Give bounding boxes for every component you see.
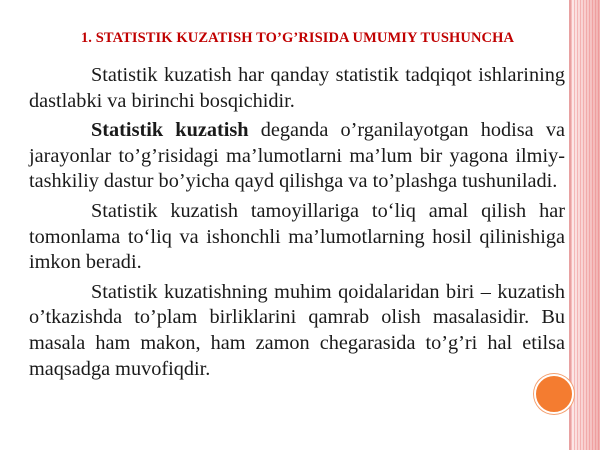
paragraph-1-text: Statistik kuzatish har qanday statistik tadqiqot ishlarining dastlabki va birinchi bosqichidir.	[29, 64, 565, 112]
paragraph-3	[29, 199, 565, 276]
paragraph-1	[29, 63, 565, 114]
paragraph-3-text: Statistik kuzatish tamoyillariga to‘liq amal qilish har tomonlama to‘liq va ishonchli ma’lumotlarning hosil qilinishiga imkon beradi.	[29, 199, 565, 274]
decorative-side-band	[569, 0, 600, 450]
paragraph-2-term: Statistik kuzatish	[91, 119, 249, 142]
slide-title: 1. STATISTIK KUZATISH TO’G’RISIDA UMUMIY TUSHUNCHA	[80, 30, 515, 46]
paragraph-2-text: deganda o’rganilayotgan hodisa va jarayonlar to’g’risidagi ma’lumotlarni ma’lum bir yagona ilmiy-tashkiliy dastur bo’yicha qayd qilishga va to’plashga tushuniladi.	[29, 119, 565, 193]
slide-body	[29, 63, 565, 386]
paragraph-4-text: Statistik kuzatishning muhim qoidalaridan biri – kuzatish o’tkazishda to’plam birliklarini qamrab olish masalasidir. Bu masala ham makon, ham zamon chegarasida to’g’ri hal etilsa maqsadga muvofiqdir.	[29, 280, 565, 380]
paragraph-2	[29, 118, 565, 195]
paragraph-4	[29, 280, 565, 382]
orange-circle-decoration	[534, 374, 574, 414]
